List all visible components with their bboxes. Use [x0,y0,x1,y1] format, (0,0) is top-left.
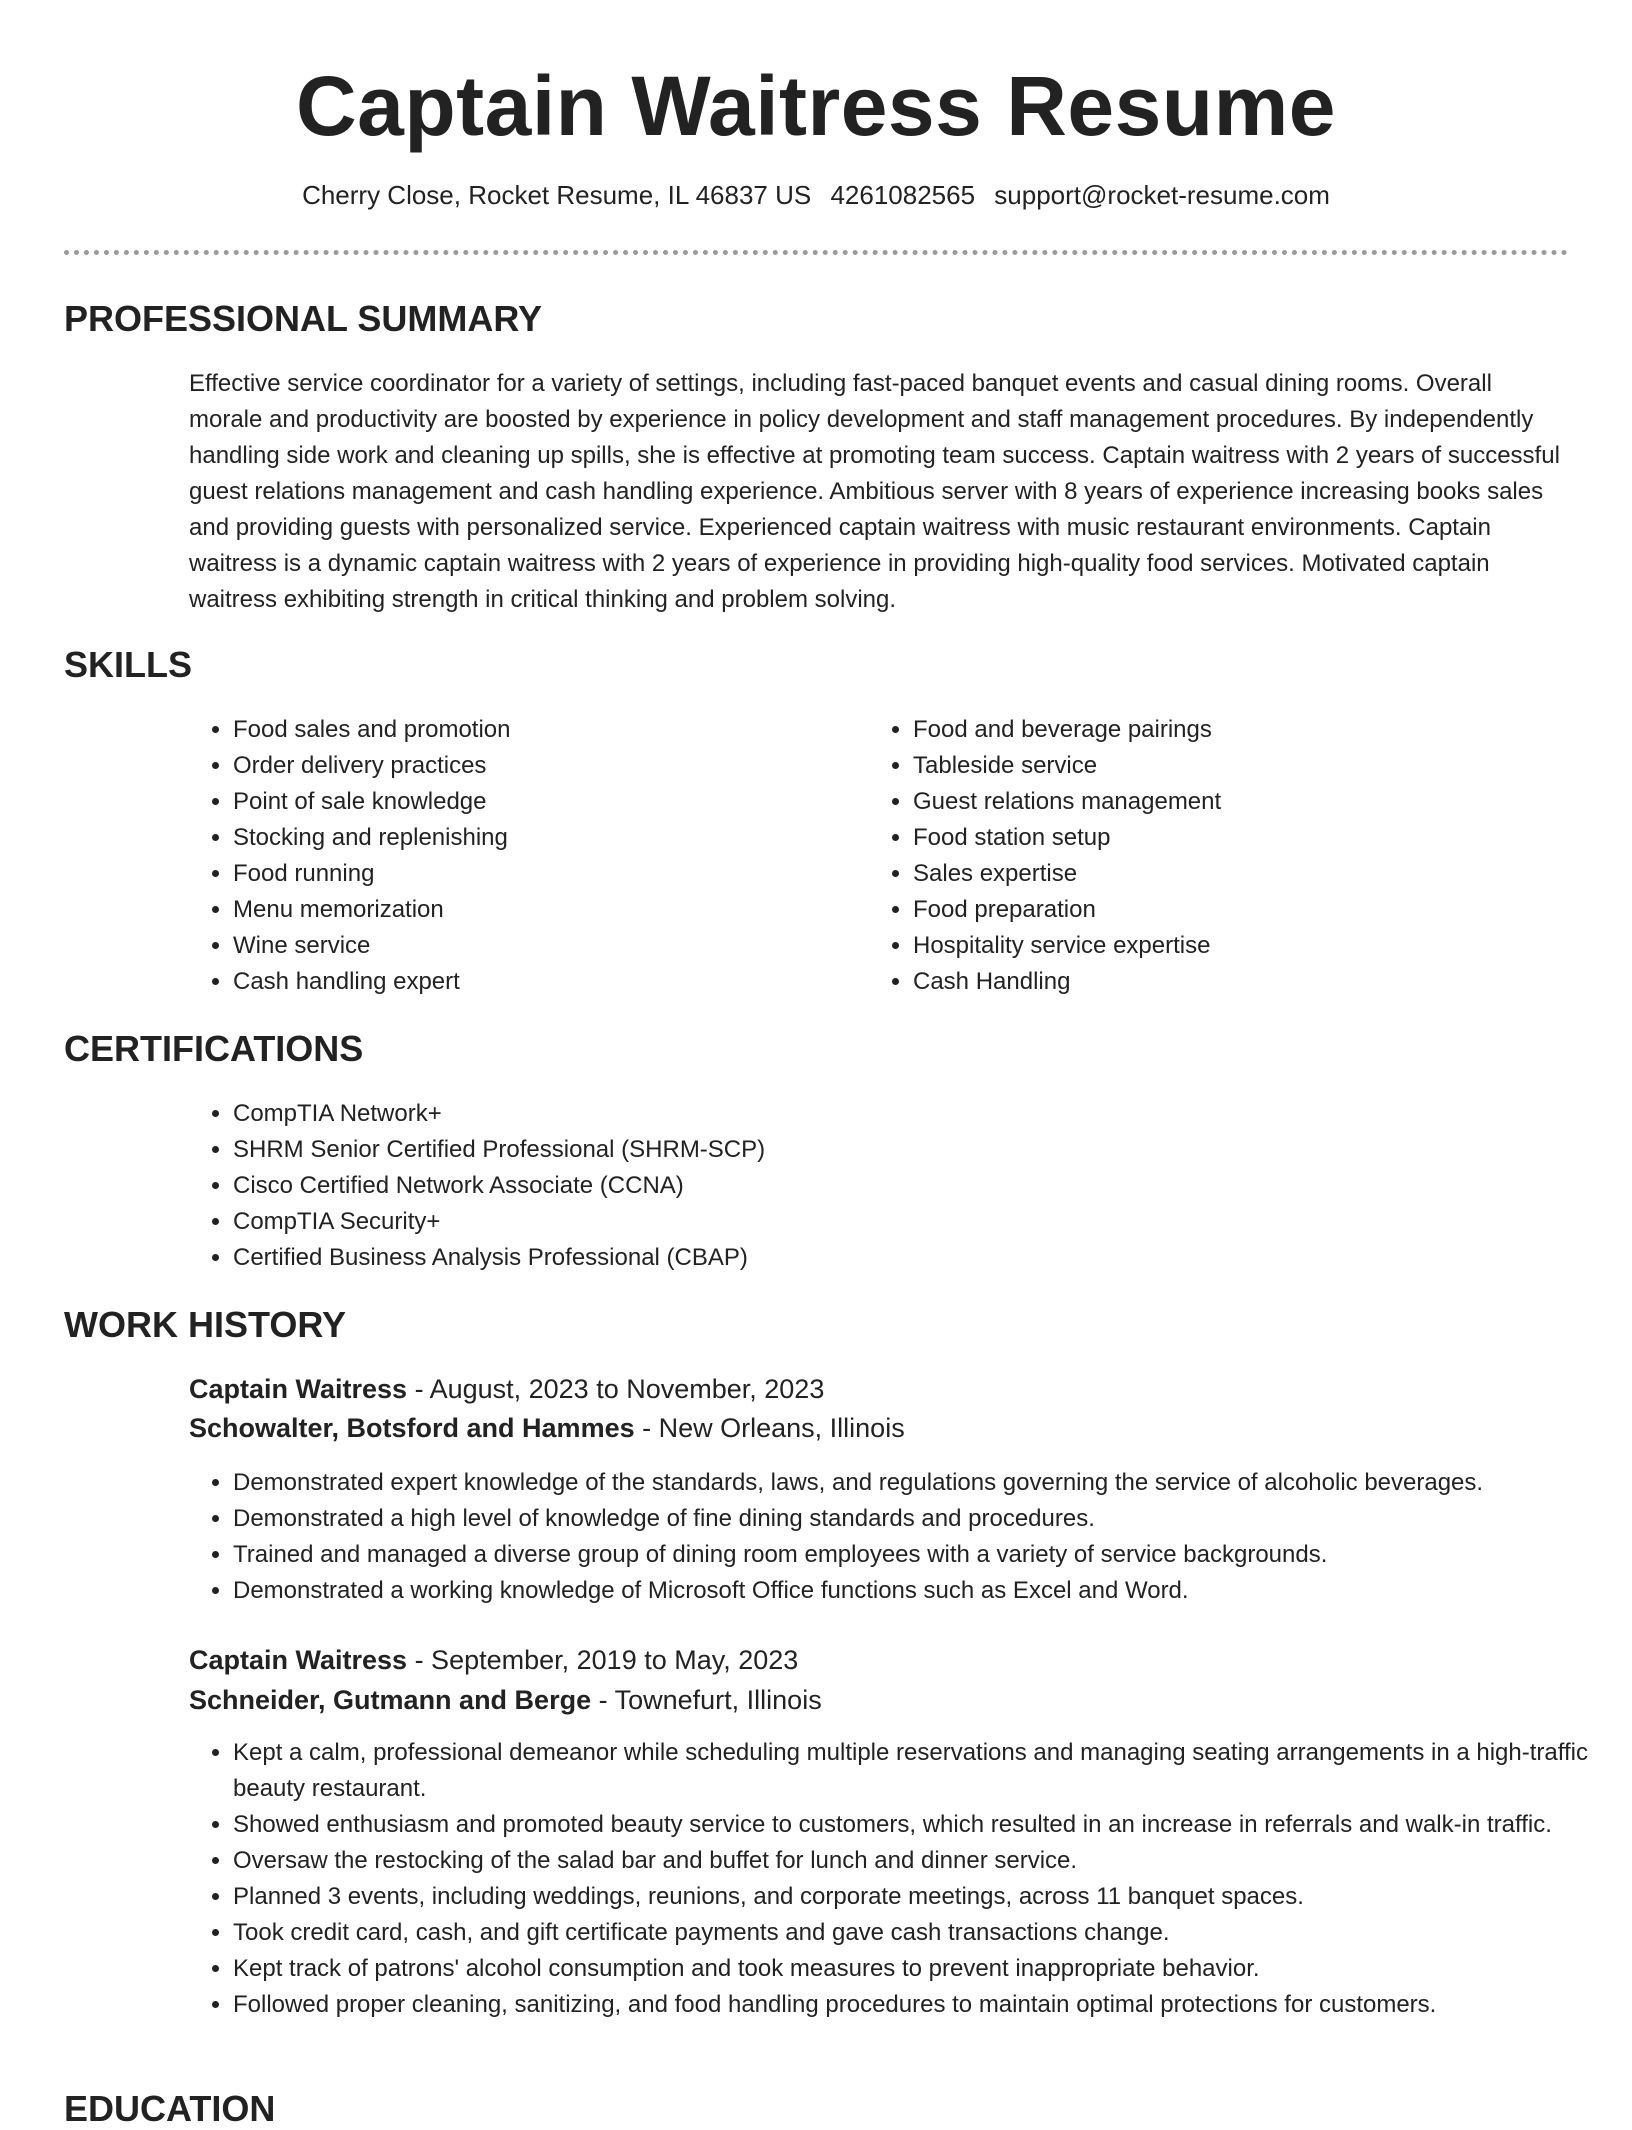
list-item: • Food station setup [913,820,1553,856]
list-item: • Stocking and replenishing [233,820,873,856]
section-title-skills: SKILLS [64,644,193,685]
job-company: Schneider, Gutmann and Berge [189,1685,592,1715]
contact-phone: 4261082565 [830,180,976,210]
list-item: • Demonstrated a working knowledge of Microsoft Office functions such as Excel and Word. [233,1573,1613,1609]
list-item: • Guest relations management [913,784,1553,820]
list-item: • Hospitality service expertise [913,928,1553,964]
skills-list-right [869,712,1553,1000]
list-item: • Food preparation [913,892,1553,928]
section-title-education: EDUCATION [64,2088,276,2129]
job-bullets [189,1735,1613,2023]
job-title-line [189,1370,824,1408]
contact-line [0,180,1632,211]
job-company: Schowalter, Botsford and Hammes [189,1413,635,1443]
section-title-work-history: WORK HISTORY [64,1304,347,1345]
list-item: • Sales expertise [913,856,1553,892]
job-title: Captain Waitress [189,1645,408,1675]
job-company-line [189,1681,822,1719]
job-location: - Townefurt, Illinois [591,1685,822,1715]
job-title-line [189,1641,798,1679]
list-item: • Certified Business Analysis Professional (CBAP) [233,1240,1533,1276]
list-item: • Followed proper cleaning, sanitizing, and food handling procedures to maintain optimal protections for customers. [233,1987,1613,2023]
job-location: - New Orleans, Illinois [634,1413,905,1443]
list-item: • Point of sale knowledge [233,784,873,820]
certifications-list [189,1096,1533,1276]
list-item: • Order delivery practices [233,748,873,784]
list-item: • Cisco Certified Network Associate (CCNA) [233,1168,1533,1204]
list-item: • Oversaw the restocking of the salad bar and buffet for lunch and dinner service. [233,1843,1613,1879]
summary-text: Effective service coordinator for a variety of settings, including fast-paced banquet events and casual dining rooms. Overall morale and productivity are boosted by experience in policy development and staff management procedures. By independently handling side work and cleaning up spills, she is effective at promoting team success. Captain waitress with 2 years of successful guest relations management and cash handling experience. Ambitious server with 8 years of experience increasing books sales and providing guests with personalized service. Experienced captain waitress with music restaurant environments. Captain waitress is a dynamic captain waitress with 2 years of experience in providing high-quality food services. Motivated captain waitress exhibiting strength in critical thinking and problem solving. [189,370,1560,613]
resume-header [0,0,1632,210]
header-divider [64,250,1568,255]
list-item: • Cash handling expert [233,964,873,1000]
list-item: • Menu memorization [233,892,873,928]
job-company-line [189,1409,905,1447]
list-item: • CompTIA Network+ [233,1096,1533,1132]
list-item: • Kept a calm, professional demeanor while scheduling multiple reservations and managing seating arrangements in a high-traffic beauty restaurant. [233,1735,1613,1807]
contact-email: support@rocket-resume.com [994,180,1330,210]
list-item: • CompTIA Security+ [233,1204,1533,1240]
list-item: • Showed enthusiasm and promoted beauty service to customers, which resulted in an increase in referrals and walk-in traffic. [233,1807,1613,1843]
list-item: • Tableside service [913,748,1553,784]
list-item: • Food running [233,856,873,892]
contact-address: Cherry Close, Rocket Resume, IL 46837 US [302,180,812,210]
list-item: • Demonstrated a high level of knowledge of fine dining standards and procedures. [233,1501,1613,1537]
section-title-certifications: CERTIFICATIONS [64,1028,364,1069]
job-dates: - September, 2019 to May, 2023 [407,1645,799,1675]
job-title: Captain Waitress [189,1374,408,1404]
list-item: • Planned 3 events, including weddings, reunions, and corporate meetings, across 11 banquet spaces. [233,1879,1613,1915]
job-bullets [189,1465,1613,1609]
job-dates: - August, 2023 to November, 2023 [407,1374,825,1404]
list-item: • Cash Handling [913,964,1553,1000]
list-item: • Wine service [233,928,873,964]
section-title-summary: PROFESSIONAL SUMMARY [64,298,543,339]
skills-list-left [189,712,873,1000]
list-item: • Took credit card, cash, and gift certificate payments and gave cash transactions change. [233,1915,1613,1951]
resume-title: Captain Waitress Resume [295,59,1337,153]
list-item: • Trained and managed a diverse group of dining room employees with a variety of service backgrounds. [233,1537,1613,1573]
list-item: • Kept track of patrons' alcohol consumption and took measures to prevent inappropriate behavior. [233,1951,1613,1987]
list-item: • SHRM Senior Certified Professional (SHRM-SCP) [233,1132,1533,1168]
list-item: • Food and beverage pairings [913,712,1553,748]
list-item: • Food sales and promotion [233,712,873,748]
list-item: • Demonstrated expert knowledge of the standards, laws, and regulations governing the service of alcoholic beverages. [233,1465,1613,1501]
